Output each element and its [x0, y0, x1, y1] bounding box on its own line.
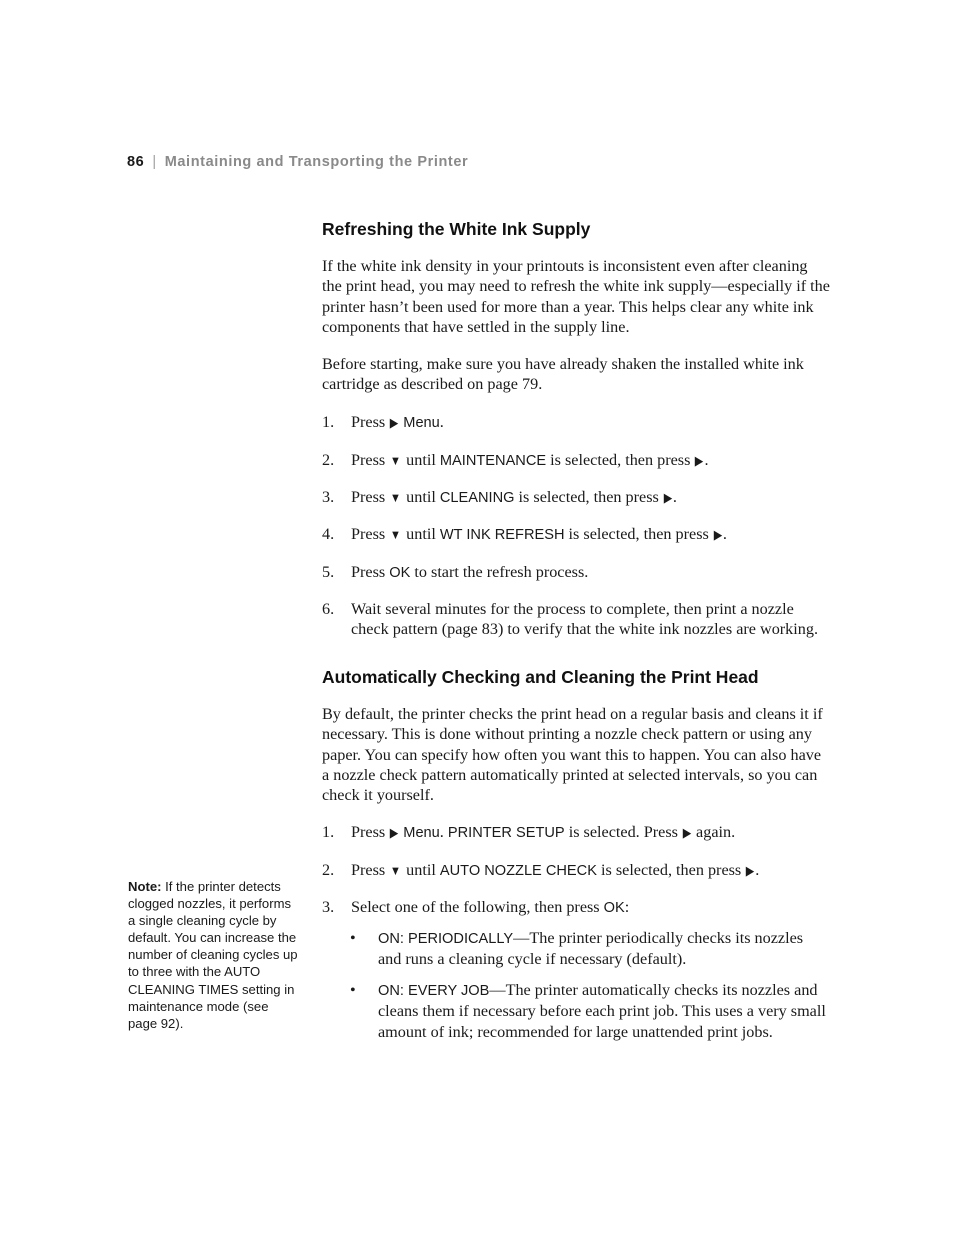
step-number: 3.	[322, 488, 335, 506]
right-arrow-icon: ▶	[389, 415, 399, 430]
ui-label-on-periodically: ON: PERIODICALLY	[378, 931, 514, 947]
down-arrow-icon: ▼	[390, 490, 402, 505]
step-text-part: is selected, then press	[550, 451, 691, 469]
section1-step-3	[322, 487, 830, 508]
down-arrow-icon: ▼	[390, 527, 402, 542]
right-arrow-icon: ▶	[695, 453, 704, 468]
section1-step-2	[322, 450, 830, 471]
step-text-part: .	[755, 861, 760, 879]
step-text-part: again.	[696, 823, 736, 841]
step-text	[351, 860, 830, 881]
ui-label-on-every-job: ON: EVERY JOB	[378, 983, 490, 999]
step-text-part: .	[439, 823, 444, 841]
step-text	[351, 562, 830, 583]
chapter-title: Maintaining and Transporting the Printer	[164, 154, 469, 170]
section1-step-6	[322, 599, 830, 640]
step-number: 3.	[322, 898, 335, 916]
step-text	[351, 897, 830, 918]
step-text-part: .	[722, 525, 727, 543]
section1-paragraph-1: If the white ink density in your printouts is inconsistent even after cleaning the print head, you may need to refresh the white ink supply—especially if the printer hasn’t been used for more than a year. This helps clear any white ink components that have settled in the supply line.	[322, 257, 830, 336]
step-number: 6.	[322, 600, 335, 618]
right-arrow-icon: ▶	[682, 825, 692, 840]
step-text	[351, 524, 830, 545]
running-header	[127, 154, 468, 170]
side-note	[128, 878, 298, 1032]
ui-label-menu: Menu	[403, 825, 440, 841]
step-text-part: Press	[351, 451, 386, 469]
step-text-part: Press	[351, 563, 386, 581]
ui-label-auto-nozzle-check: AUTO NOZZLE CHECK	[439, 863, 597, 879]
note-label: Note:	[128, 879, 162, 894]
step-text: Wait several minutes for the process to complete, then print a nozzle check pattern (page 83) to verify that the white ink nozzles are working.	[351, 600, 819, 639]
step-text-part: is selected, then press	[600, 861, 742, 879]
header-separator: |	[152, 154, 157, 170]
step-text-part: is selected, then press	[568, 525, 709, 543]
ui-label-ok: OK	[389, 565, 411, 581]
ui-label-printer-setup: PRINTER SETUP	[447, 825, 565, 841]
down-arrow-icon: ▼	[390, 863, 402, 878]
page-number: 86	[127, 154, 145, 170]
bullet-description: —The printer automatically checks its nozzles and cleans them if necessary before each print job. This uses a very small amount of ink; recommended for large unattended print jobs.	[378, 981, 826, 1041]
step-text-part: until	[406, 861, 436, 879]
section1-step-4	[322, 524, 830, 545]
right-arrow-icon: ▶	[746, 863, 755, 878]
bullet-text	[378, 980, 830, 1042]
note-text-2: setting in maintenance mode (see page 92).	[128, 981, 295, 1031]
step-number: 2.	[322, 451, 335, 469]
ui-label-ok: OK	[603, 900, 625, 916]
step-text-part: .	[439, 413, 444, 431]
section2-step-2	[322, 860, 830, 881]
step-text-part: until	[406, 488, 436, 506]
step-text-part: Press	[351, 823, 386, 841]
bullet-text	[378, 928, 830, 970]
step-text-part: :	[624, 898, 630, 916]
ui-label-wt-ink-refresh: WT INK REFRESH	[439, 527, 565, 543]
step-text-part: until	[406, 525, 436, 543]
step-text-part: is selected. Press	[568, 823, 678, 841]
step-text-part: until	[406, 451, 436, 469]
step-text	[351, 450, 830, 471]
ui-label-maintenance: MAINTENANCE	[439, 453, 547, 469]
step-text	[351, 822, 830, 843]
ui-label-menu: Menu	[403, 415, 440, 431]
right-arrow-icon: ▶	[713, 527, 723, 542]
step-number: 2.	[322, 861, 335, 879]
step-text-part: Press	[351, 525, 386, 543]
step-number: 4.	[322, 525, 335, 543]
bullet-icon: •	[350, 929, 356, 947]
section2-step-3	[322, 897, 830, 918]
step-text-part: Select one of the following, then press	[351, 898, 600, 916]
step-text-part: Press	[351, 488, 386, 506]
right-arrow-icon: ▶	[663, 490, 673, 505]
ui-label-cleaning: CLEANING	[439, 490, 515, 506]
section2-step-1	[322, 822, 830, 843]
step-text-part: to start the refresh process.	[414, 563, 589, 581]
step-text	[351, 412, 830, 433]
bullet-description: —The printer periodically checks its nozzles and runs a cleaning cycle if necessary (default).	[378, 929, 804, 969]
bullet-icon: •	[350, 981, 356, 999]
note-text-1: If the printer detects clogged nozzles, it performs a single cleaning cycle by default. You can increase the number of cleaning cycles up to three with the	[128, 879, 298, 980]
section1-step-1	[322, 412, 830, 433]
section2-paragraph-1: By default, the printer checks the print head on a regular basis and cleans it if necessary. This is done without printing a nozzle check pattern or using any paper. You can specify how often you want this to happen. You can also have a nozzle check pattern automatically printed at selected intervals, so you can check it yourself.	[322, 705, 823, 805]
section1-paragraph-2: Before starting, make sure you have already shaken the installed white ink cartridge as described on page 79.	[322, 355, 804, 394]
step-number: 1.	[322, 823, 335, 841]
step-number: 5.	[322, 563, 335, 581]
down-arrow-icon: ▼	[390, 453, 402, 468]
section-heading-refresh-white-ink: Refreshing the White Ink Supply	[322, 219, 591, 239]
option-bullet-every-job	[350, 980, 830, 1042]
step-text	[351, 487, 830, 508]
step-text-part: .	[704, 451, 709, 469]
option-bullet-periodically	[350, 928, 830, 970]
step-number: 1.	[322, 413, 335, 431]
step-text-part: is selected, then press	[518, 488, 659, 506]
section1-step-5	[322, 562, 830, 583]
step-text-part: .	[672, 488, 677, 506]
step-text-part: Press	[351, 413, 386, 431]
note-ui-label: AUTO CLEANING TIMES	[128, 964, 261, 997]
right-arrow-icon: ▶	[389, 825, 399, 840]
step-text-part: Press	[351, 861, 386, 879]
section-heading-auto-check-clean: Automatically Checking and Cleaning the Print Head	[322, 667, 759, 687]
